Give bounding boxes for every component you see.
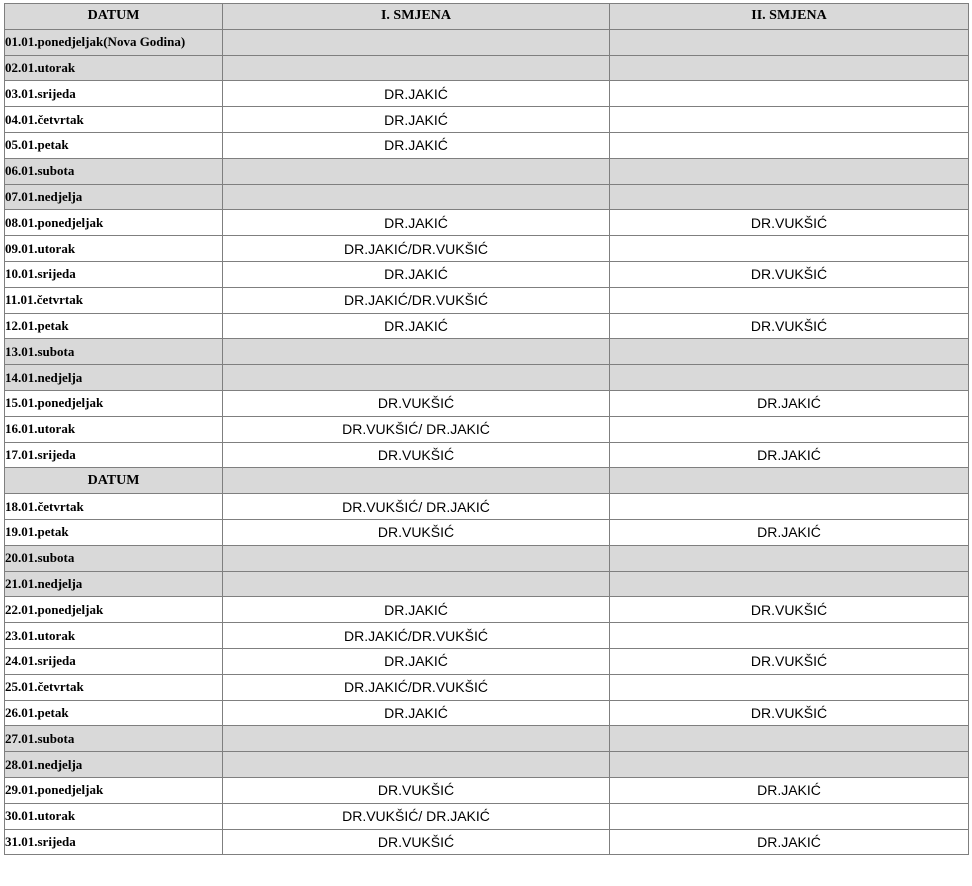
shift-2-cell: DR.JAKIĆ [610,829,969,855]
shift-2-cell [610,726,969,752]
shift-2-cell: DR.VUKŠIĆ [610,313,969,339]
date-cell: 09.01.utorak [5,236,223,262]
date-cell: 15.01.ponedjeljak [5,390,223,416]
shift-1-cell: DR.JAKIĆ/DR.VUKŠIĆ [223,674,610,700]
shift-2-cell [610,494,969,520]
shift-2-cell [610,158,969,184]
shift-2-cell [610,236,969,262]
table-row [5,287,969,313]
table-header-row [5,4,969,30]
table-row [5,571,969,597]
shift-1-cell [223,571,610,597]
table-row [5,81,969,107]
shift-1-cell: DR.JAKIĆ [223,700,610,726]
table-row [5,623,969,649]
shift-2-cell [610,132,969,158]
shift-1-cell: DR.VUKŠIĆ/ DR.JAKIĆ [223,494,610,520]
shift-2-cell: DR.JAKIĆ [610,390,969,416]
shift-2-cell [610,468,969,494]
table-row [5,519,969,545]
shift-1-cell: DR.VUKŠIĆ [223,519,610,545]
header-shift-2: II. SMJENA [610,4,969,30]
shift-2-cell: DR.VUKŠIĆ [610,700,969,726]
date-cell: 19.01.petak [5,519,223,545]
shift-1-cell: DR.JAKIĆ/DR.VUKŠIĆ [223,287,610,313]
shift-2-cell: DR.VUKŠIĆ [610,597,969,623]
shift-2-cell: DR.JAKIĆ [610,777,969,803]
shift-1-cell: DR.JAKIĆ [223,313,610,339]
date-cell: 18.01.četvrtak [5,494,223,520]
table-row [5,416,969,442]
shift-1-cell [223,29,610,55]
shift-2-cell [610,674,969,700]
date-cell: 13.01.subota [5,339,223,365]
shift-1-cell [223,752,610,778]
shift-2-cell [610,752,969,778]
shift-1-cell: DR.JAKIĆ [223,107,610,133]
date-cell: 25.01.četvrtak [5,674,223,700]
shift-2-cell [610,365,969,391]
table-row [5,597,969,623]
shift-1-cell: DR.VUKŠIĆ/ DR.JAKIĆ [223,803,610,829]
shift-1-cell: DR.JAKIĆ [223,648,610,674]
table-body [5,29,969,855]
table-row [5,339,969,365]
date-cell: 17.01.srijeda [5,442,223,468]
table-row [5,132,969,158]
date-cell: 23.01.utorak [5,623,223,649]
shift-2-cell [610,287,969,313]
shift-1-cell [223,184,610,210]
table-row [5,545,969,571]
table-row [5,829,969,855]
date-cell: 28.01.nedjelja [5,752,223,778]
header-date: DATUM [5,4,223,30]
date-cell: 30.01.utorak [5,803,223,829]
table-row [5,29,969,55]
date-cell: 24.01.srijeda [5,648,223,674]
table-row [5,752,969,778]
table-row [5,55,969,81]
shift-1-cell: DR.VUKŠIĆ [223,777,610,803]
shift-1-cell: DR.JAKIĆ/DR.VUKŠIĆ [223,623,610,649]
shift-1-cell: DR.VUKŠIĆ [223,829,610,855]
shift-2-cell [610,107,969,133]
shift-2-cell [610,545,969,571]
shift-1-cell: DR.JAKIĆ [223,210,610,236]
table-row [5,158,969,184]
shift-schedule-table [4,3,969,855]
date-cell: 06.01.subota [5,158,223,184]
date-cell: 10.01.srijeda [5,261,223,287]
shift-1-cell: DR.JAKIĆ [223,261,610,287]
shift-2-cell: DR.JAKIĆ [610,442,969,468]
table-row [5,107,969,133]
shift-2-cell [610,623,969,649]
shift-2-cell [610,803,969,829]
shift-1-cell [223,545,610,571]
date-cell: 01.01.ponedjeljak(Nova Godina) [5,29,223,55]
shift-2-cell: DR.VUKŠIĆ [610,261,969,287]
date-cell: 21.01.nedjelja [5,571,223,597]
shift-1-cell [223,365,610,391]
table-row [5,365,969,391]
date-cell: 20.01.subota [5,545,223,571]
shift-1-cell: DR.VUKŠIĆ [223,442,610,468]
table-row [5,726,969,752]
shift-2-cell [610,339,969,365]
date-cell: 07.01.nedjelja [5,184,223,210]
table-row [5,442,969,468]
shift-2-cell [610,81,969,107]
shift-2-cell: DR.VUKŠIĆ [610,648,969,674]
header-shift-1: I. SMJENA [223,4,610,30]
table-row [5,700,969,726]
date-cell: 29.01.ponedjeljak [5,777,223,803]
shift-1-cell: DR.JAKIĆ [223,81,610,107]
date-cell: 03.01.srijeda [5,81,223,107]
table-row [5,184,969,210]
date-cell: 16.01.utorak [5,416,223,442]
shift-1-cell [223,468,610,494]
date-cell: 26.01.petak [5,700,223,726]
shift-1-cell [223,55,610,81]
shift-2-cell: DR.JAKIĆ [610,519,969,545]
shift-2-cell [610,571,969,597]
date-cell: 31.01.srijeda [5,829,223,855]
table-row [5,674,969,700]
date-cell: 27.01.subota [5,726,223,752]
table-row [5,803,969,829]
table-row [5,210,969,236]
date-cell: 22.01.ponedjeljak [5,597,223,623]
table-row [5,777,969,803]
shift-1-cell: DR.JAKIĆ [223,132,610,158]
shift-2-cell: DR.VUKŠIĆ [610,210,969,236]
table-row [5,468,969,494]
date-cell: 12.01.petak [5,313,223,339]
date-cell: 11.01.četvrtak [5,287,223,313]
date-cell: DATUM [5,468,223,494]
date-cell: 05.01.petak [5,132,223,158]
shift-1-cell [223,158,610,184]
table-row [5,261,969,287]
date-cell: 14.01.nedjelja [5,365,223,391]
table-row [5,236,969,262]
table-row [5,494,969,520]
table-row [5,648,969,674]
shift-1-cell: DR.JAKIĆ/DR.VUKŠIĆ [223,236,610,262]
date-cell: 08.01.ponedjeljak [5,210,223,236]
shift-2-cell [610,29,969,55]
shift-2-cell [610,55,969,81]
table-row [5,390,969,416]
shift-1-cell [223,339,610,365]
date-cell: 02.01.utorak [5,55,223,81]
shift-2-cell [610,416,969,442]
shift-1-cell: DR.VUKŠIĆ/ DR.JAKIĆ [223,416,610,442]
shift-2-cell [610,184,969,210]
shift-1-cell: DR.VUKŠIĆ [223,390,610,416]
date-cell: 04.01.četvrtak [5,107,223,133]
table-row [5,313,969,339]
shift-1-cell: DR.JAKIĆ [223,597,610,623]
shift-1-cell [223,726,610,752]
